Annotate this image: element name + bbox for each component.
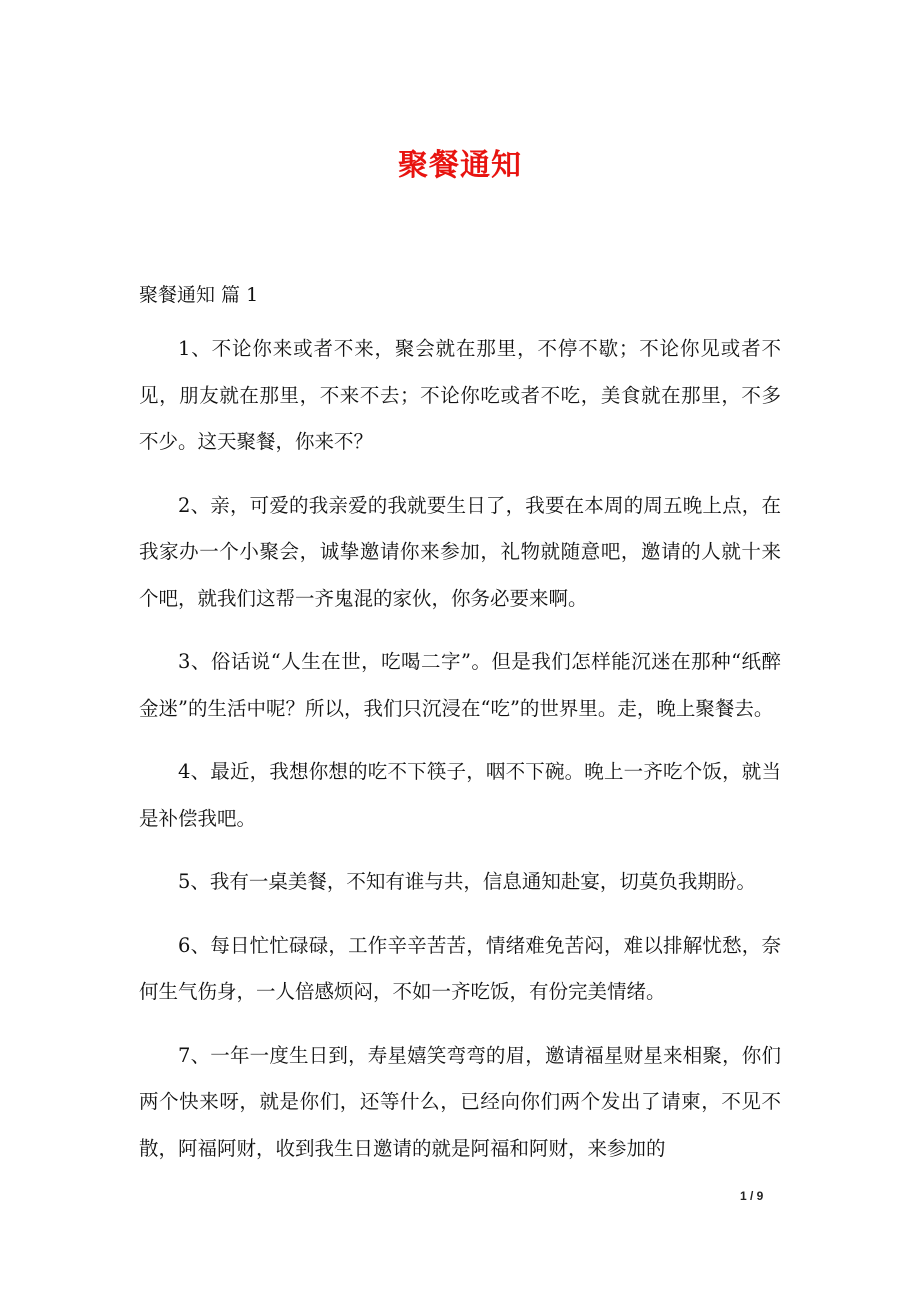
paragraph-6: 6、每日忙忙碌碌，工作辛辛苦苦，情绪难免苦闷，难以排解忧愁，奈何生气伤身，一人倍感烦闷，不如一齐吃饭，有份完美情绪。	[139, 933, 781, 1003]
paragraph-5: 5、我有一桌美餐，不知有谁与共，信息通知赴宴，切莫负我期盼。	[178, 870, 756, 893]
paragraph-1: 1、不论你来或者不来，聚会就在那里，不停不歇；不论你见或者不见，朋友就在那里，不来不去；不论你吃或者不吃，美食就在那里，不多不少。这天聚餐，你来不？	[139, 337, 781, 453]
paragraph-2: 2、亲，可爱的我亲爱的我就要生日了，我要在本周的周五晚上点，在我家办一个小聚会，诚挚邀请你来参加，礼物就随意吧，邀请的人就十来个吧，就我们这帮一齐鬼混的家伙，你务必要来啊。	[139, 493, 781, 610]
section-heading: 聚餐通知 篇 1	[139, 284, 259, 306]
page-number: 1 / 9	[740, 1189, 764, 1203]
document-body	[139, 326, 781, 1189]
paragraph-7: 7、一年一度生日到，寿星嬉笑弯弯的眉，邀请福星财星来相聚，你们两个快来呀，就是你们，还等什么，已经向你们两个发出了请柬，不见不散，阿福阿财，收到我生日邀请的就是阿福和阿财，来参加的	[139, 1043, 781, 1160]
document-title: 聚餐通知	[398, 148, 522, 183]
paragraph-4: 4、最近，我想你想的吃不下筷子，咽不下碗。晚上一齐吃个饭，就当是补偿我吧。	[139, 760, 781, 830]
paragraph-3: 3、俗话说“人生在世，吃喝二字”。但是我们怎样能沉迷在那种“纸醉金迷”的生活中呢？所以，我们只沉浸在“吃”的世界里。走，晚上聚餐去。	[139, 650, 781, 720]
